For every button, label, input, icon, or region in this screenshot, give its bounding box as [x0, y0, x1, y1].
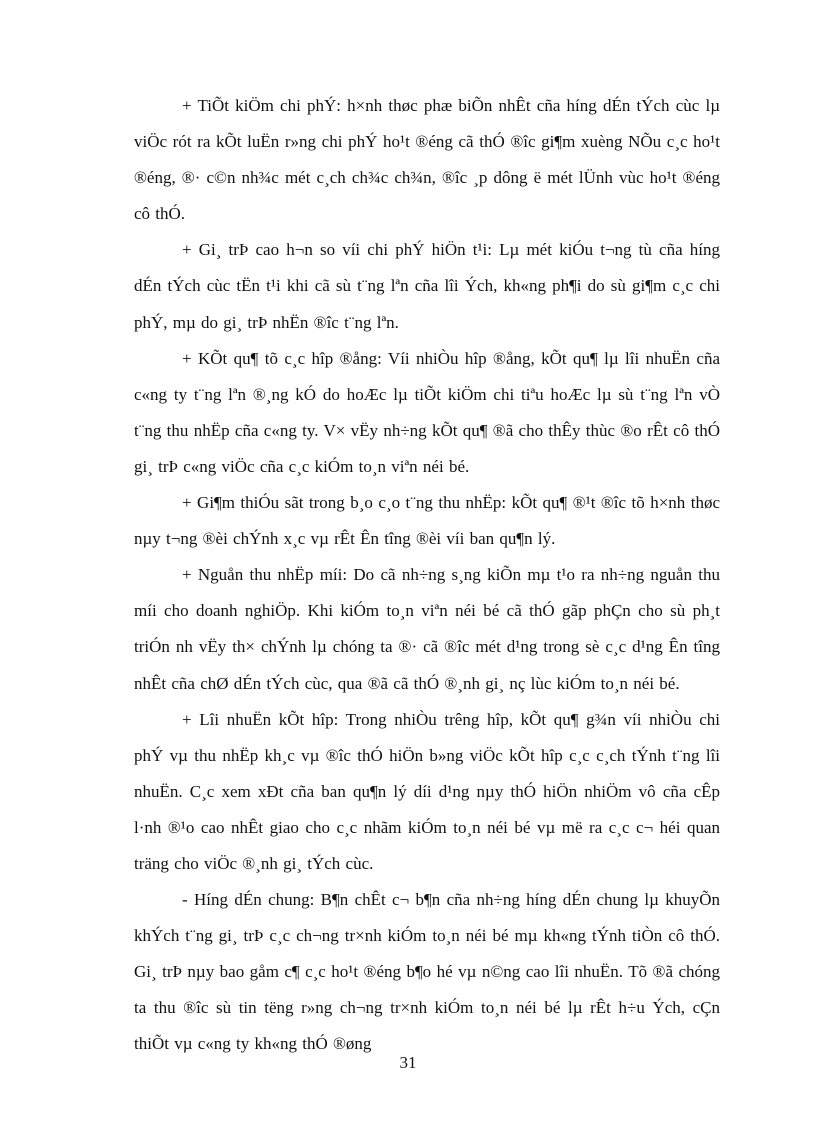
- paragraph-cost-savings: + TiÕt kiÖm chi phÝ: h×nh thøc phæ biÕn nhÊt cña híng dÉn tÝch cùc lµ viÖc rót ra kÕt luËn r»ng chi phÝ ho¹t ®éng cã thÓ ®îc gi¶m xuèng NÕu c¸c ho¹t ®éng, ®· c©n nh¾c mét c¸ch ch¾c ch¾n, ®îc ¸p dông ë mét lÜnh vùc ho¹t ®éng cô thÓ.: [134, 96, 720, 224]
- paragraph-new-income: + Nguån thu nhËp míi: Do cã nh÷ng s¸ng kiÕn mµ t¹o ra nh÷ng nguån thu míi cho doanh nghiÖp. Khi kiÓm to¸n viªn néi bé cã thÓ gãp phÇn cho sù ph¸t triÓn nh vËy th× chÝnh lµ chóng ta ®· cã ®îc mét d¹ng trong sè c¸c d¹ng Ên tîng nhÊt cña chØ dÉn tÝch cùc, qua ®ã cã thÓ ®¸nh gi¸ nç lùc kiÓm to¸n néi bé.: [134, 565, 720, 693]
- paragraph-higher-value: + Gi¸ trÞ cao h¬n so víi chi phÝ hiÖn t¹i: Lµ mét kiÓu t¬ng tù cña híng dÉn tÝch cùc tËn t¹i khi cã sù t¨ng lªn cña lîi Ých, kh«ng ph¶i do sù gi¶m c¸c chi phÝ, mµ do gi¸ trÞ nhËn ®îc t¨ng lªn.: [134, 240, 720, 332]
- page-number: 31: [399, 1053, 417, 1072]
- paragraph-combined-profit: + Lîi nhuËn kÕt hîp: Trong nhiÒu trêng hîp, kÕt qu¶ g¾n víi nhiÒu chi phÝ vµ thu nhËp kh¸c vµ ®îc thÓ hiÖn b»ng viÖc kÕt hîp c¸c c¸ch tÝnh t¨ng lîi nhuËn. C¸c xem xÐt cña ban qu¶n lý díi d¹ng nµy thÓ hiÖn nhiÖm vô cña cÊp l·nh ®¹o cao nhÊt giao cho c¸c nhãm kiÓm to¸n néi bé vµ më ra c¸c c¬ héi quan träng cho viÖc ®¸nh gi¸ tÝch cùc.: [134, 709, 720, 873]
- paragraph-contract-results: + KÕt qu¶ tõ c¸c hîp ®ång: Víi nhiÒu hîp ®ång, kÕt qu¶ lµ lîi nhuËn cña c«ng ty t¨ng lªn ®¸ng kÓ do hoÆc lµ tiÕt kiÖm chi tiªu hoÆc lµ sù t¨ng lªn vÒ t¨ng thu nhËp cña c«ng ty. V× vËy nh÷ng kÕt qu¶ ®ã cho thÊy thùc ®o rÊt cô thÓ gi¸ trÞ c«ng viÖc cña c¸c kiÓm to¸n viªn néi bé.: [134, 348, 720, 476]
- paragraph-general-guidance: - Híng dÉn chung: B¶n chÊt c¬ b¶n cña nh÷ng híng dÉn chung lµ khuyÕn khÝch t¨ng gi¸ trÞ c¸c ch¬ng tr×nh kiÓm to¸n néi bé mµ kh«ng tÝnh tiÒn cô thÓ. Gi¸ trÞ nµy bao gåm c¶ c¸c ho¹t ®éng b¶o hé vµ n©ng cao lîi nhuËn. Tõ ®ã chóng ta thu ®îc sù tin tëng r»ng ch¬ng tr×nh kiÓm to¸n néi bé lµ rÊt h÷u Ých, cÇn thiÕt vµ c«ng ty kh«ng thÓ ®øng: [134, 890, 720, 1054]
- paragraph-reduce-omissions: + Gi¶m thiÓu sãt trong b¸o c¸o t¨ng thu nhËp: kÕt qu¶ ®¹t ®îc tõ h×nh thøc nµy t¬ng ®èi chÝnh x¸c vµ rÊt Ên tîng ®èi víi ban qu¶n lý.: [134, 493, 720, 549]
- document-body: [134, 88, 720, 1063]
